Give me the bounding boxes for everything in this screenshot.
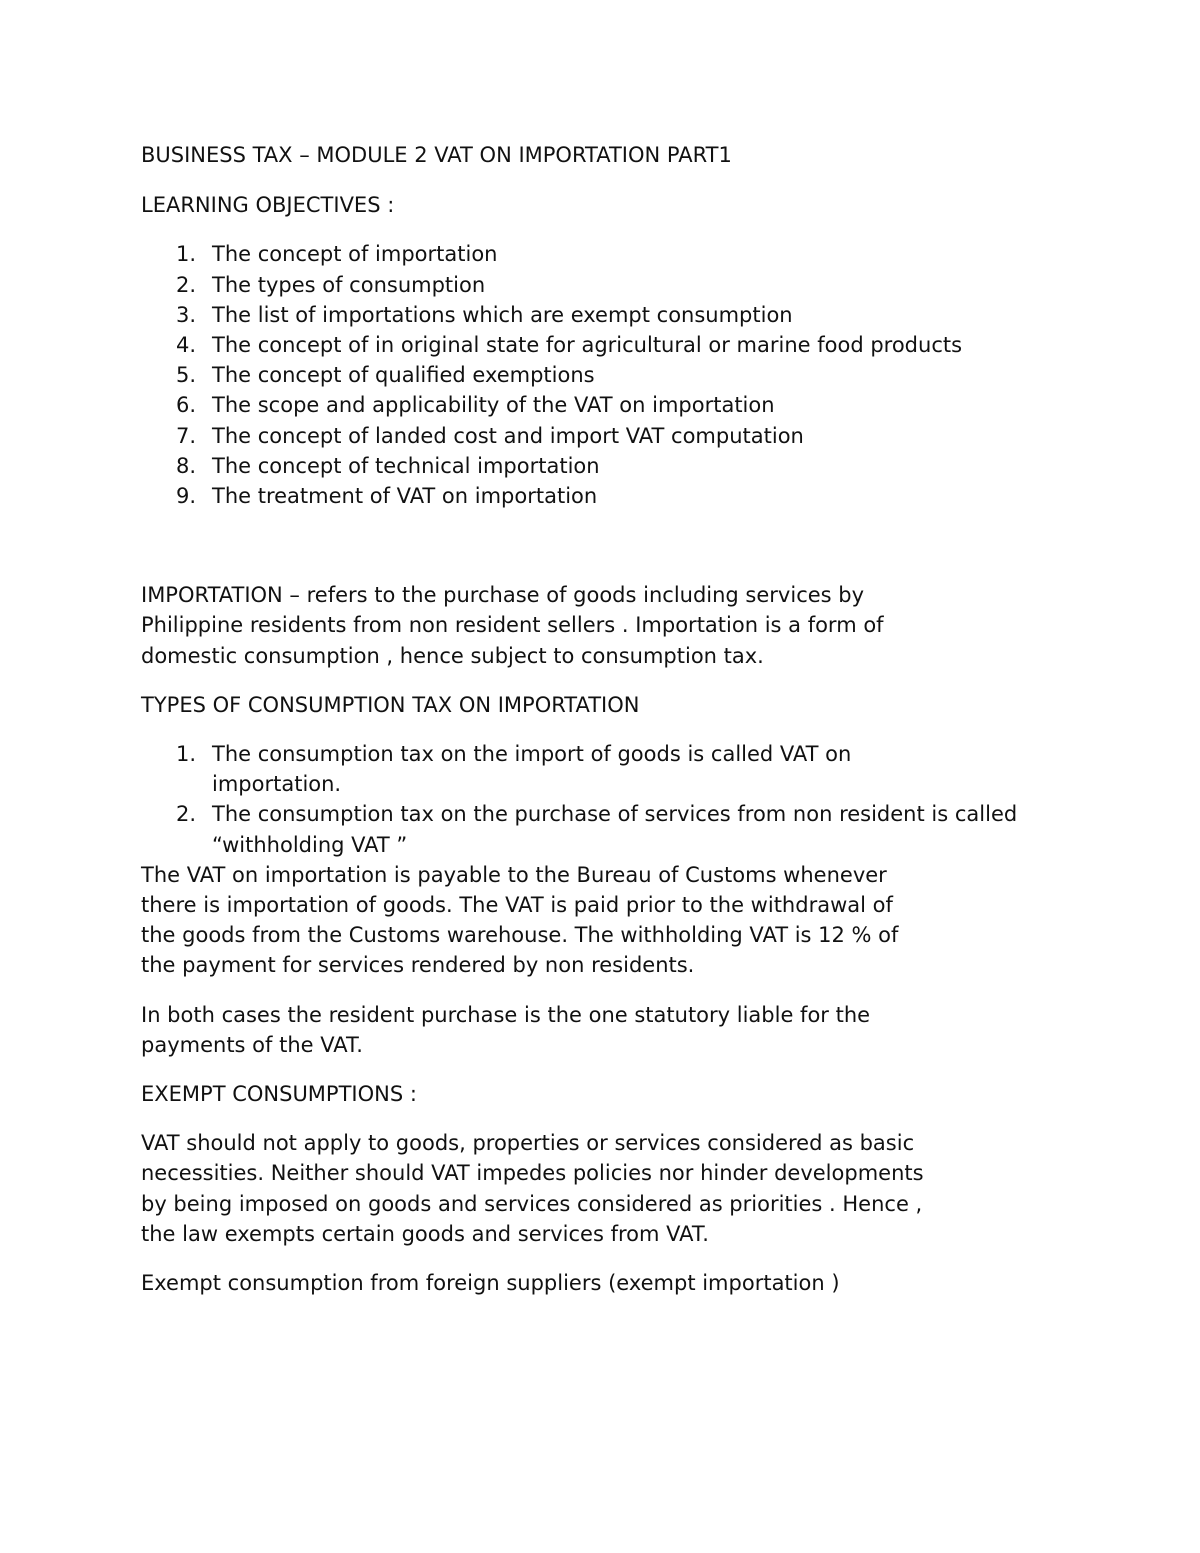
list-number: 7. <box>176 423 197 448</box>
types-heading: TYPES OF CONSUMPTION TAX ON IMPORTATION <box>141 692 640 717</box>
list-item-text: The treatment of VAT on importation <box>212 484 598 509</box>
paragraph-line: The VAT on importation is payable to the Bureau of Customs whenever <box>141 862 887 887</box>
list-item <box>141 239 1066 269</box>
list-number: 1. <box>176 742 197 767</box>
list-item <box>141 421 1066 451</box>
list-item-text: The concept of qualified exemptions <box>212 363 595 388</box>
list-item-text: The concept of landed cost and import VAT computation <box>212 423 804 448</box>
paragraph-line: there is importation of goods. The VAT is paid prior to the withdrawal of <box>141 893 893 918</box>
paragraph-line: In both cases the resident purchase is the one statutory liable for the <box>141 1002 871 1027</box>
list-number: 9. <box>176 484 197 509</box>
paragraph-line: payments of the VAT. <box>141 1032 363 1057</box>
list-item-text: The scope and applicability of the VAT on importation <box>212 393 775 418</box>
paragraph-line: necessities. Neither should VAT impedes policies nor hinder developments <box>141 1161 924 1186</box>
paragraph-line: by being imposed on goods and services considered as priorities . Hence , <box>141 1191 923 1216</box>
list-number: 4. <box>176 333 197 358</box>
vat-payable-paragraph <box>141 860 1066 981</box>
list-item <box>141 300 1066 330</box>
paragraph-line: the payment for services rendered by non residents. <box>141 953 695 978</box>
list-item <box>141 360 1066 390</box>
document-title: BUSINESS TAX – MODULE 2 VAT ON IMPORTATION PART1 <box>141 143 732 167</box>
exempt-heading: EXEMPT CONSUMPTIONS : <box>141 1082 417 1107</box>
list-number: 8. <box>176 453 197 478</box>
list-item-text: The consumption tax on the purchase of services from non resident is called “withholding VAT ” <box>212 802 1018 857</box>
paragraph-line: the law exempts certain goods and services from VAT. <box>141 1221 709 1246</box>
list-item <box>141 739 952 799</box>
list-number: 3. <box>176 302 197 327</box>
types-list <box>141 739 1066 860</box>
list-item-text: The concept of in original state for agricultural or marine food products <box>212 333 963 358</box>
paragraph-line: the goods from the Customs warehouse. The withholding VAT is 12 % of <box>141 923 899 948</box>
list-number: 2. <box>176 802 197 827</box>
objectives-heading: LEARNING OBJECTIVES : <box>141 193 395 218</box>
paragraph-line: domestic consumption , hence subject to consumption tax. <box>141 643 764 668</box>
document-page <box>141 140 1066 1298</box>
paragraph-line: VAT should not apply to goods, properties or services considered as basic <box>141 1131 915 1156</box>
list-item-text: The concept of importation <box>212 242 498 267</box>
paragraph-line: IMPORTATION – refers to the purchase of goods including services by <box>141 583 865 608</box>
exempt-paragraph <box>141 1128 1066 1249</box>
list-number: 5. <box>176 363 197 388</box>
spacer <box>141 511 1066 580</box>
exempt-foreign-line: Exempt consumption from foreign suppliers (exempt importation ) <box>141 1271 840 1296</box>
list-item <box>141 330 982 360</box>
list-number: 1. <box>176 242 197 267</box>
list-item <box>141 390 1066 420</box>
list-item <box>141 451 1066 481</box>
paragraph-line: Philippine residents from non resident sellers . Importation is a form of <box>141 613 884 638</box>
list-item <box>141 799 1072 859</box>
importation-definition <box>141 580 1066 671</box>
list-number: 6. <box>176 393 197 418</box>
list-item-text: The types of consumption <box>212 272 486 297</box>
list-item <box>141 481 1066 511</box>
list-number: 2. <box>176 272 197 297</box>
both-cases-paragraph <box>141 1000 1066 1060</box>
list-item-text: The consumption tax on the import of goods is called VAT on importation. <box>212 742 852 797</box>
list-item-text: The concept of technical importation <box>212 453 600 478</box>
list-item <box>141 270 1066 300</box>
objectives-list <box>141 239 1066 511</box>
list-item-text: The list of importations which are exempt consumption <box>212 302 793 327</box>
